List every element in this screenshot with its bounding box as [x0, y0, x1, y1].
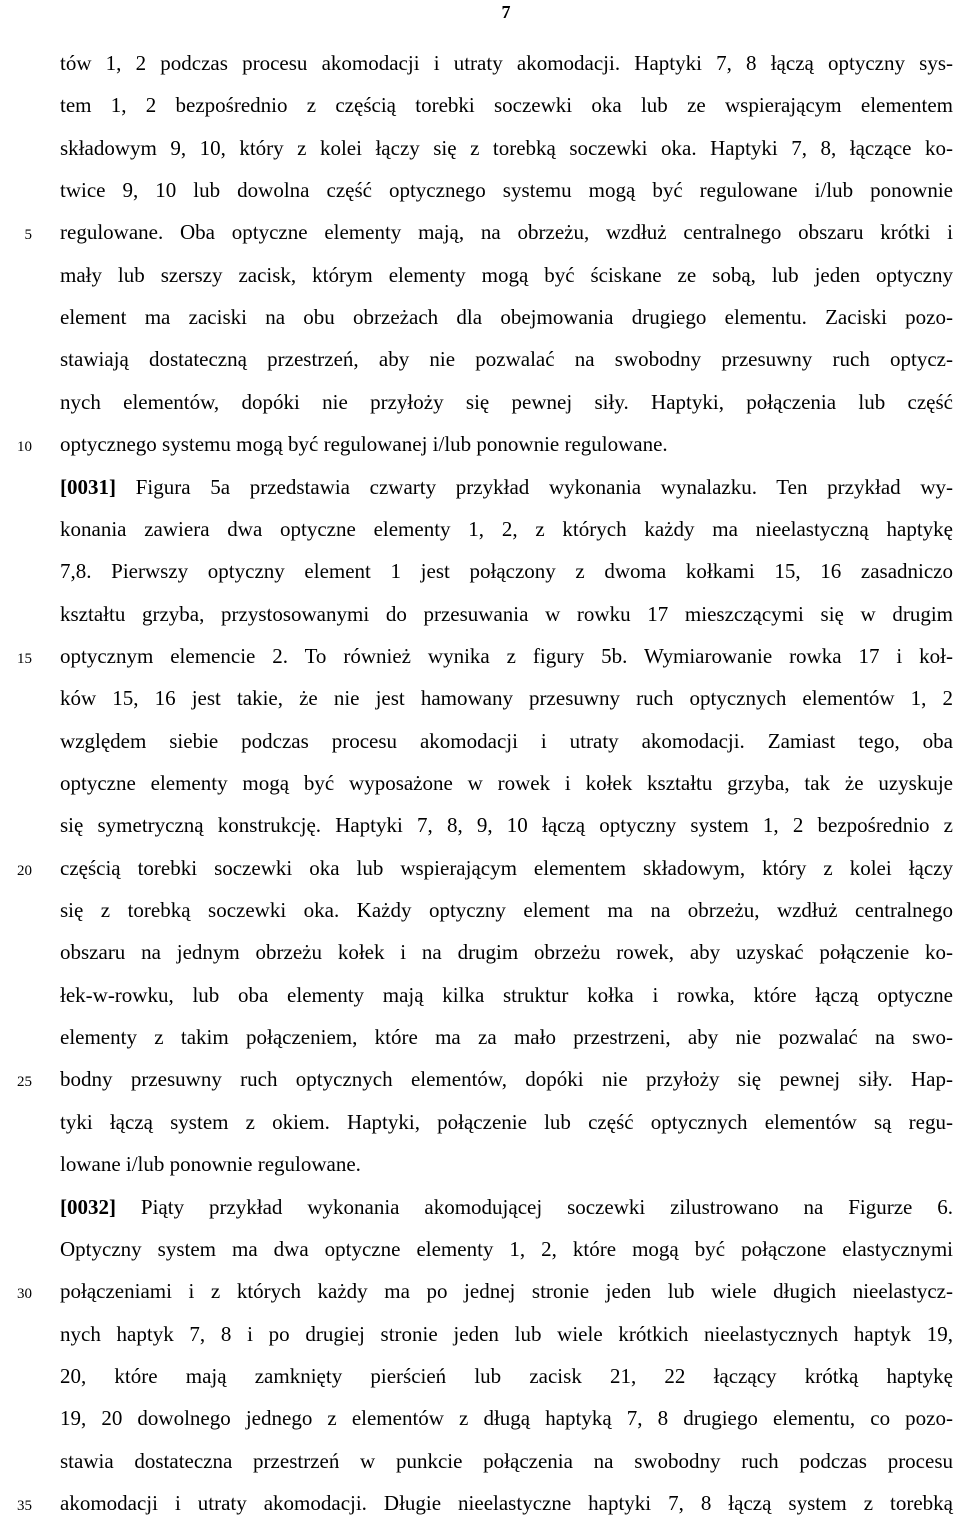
- text-line: [60, 49, 953, 77]
- text-line: [60, 1108, 953, 1136]
- line-text: elementy z takim połączeniem, które ma za mało przestrzeni, aby nie pozwalać na swo-: [60, 1025, 953, 1050]
- paragraph-number: [0032]: [60, 1194, 116, 1219]
- line-text: względem siebie podczas procesu akomodacji i utraty akomodacji. Zamiast tego, oba: [60, 728, 953, 753]
- line-text: stawiają dostateczną przestrzeń, aby nie pozwalać na swobodny przesuwny ruch optycz-: [60, 347, 953, 372]
- text-line: [60, 1023, 953, 1051]
- text-line: [60, 91, 953, 119]
- text-line: [60, 388, 953, 416]
- line-text: nych haptyk 7, 8 i po drugiej stronie jeden lub wiele krótkich nieelastycznych haptyk 19,: [60, 1321, 953, 1346]
- line-text: obszaru na jednym obrzeżu kołek i na drugim obrzeżu rowek, aby uzyskać połączenie ko-: [60, 940, 953, 965]
- line-text: ków 15, 16 jest takie, że nie jest hamowany przesuwny ruch optycznych elementów 1, 2: [60, 686, 953, 711]
- text-line: [60, 1193, 953, 1221]
- line-text: tyki łączą system z okiem. Haptyki, połączenie lub część optycznych elementów są regu-: [60, 1109, 953, 1134]
- line-text: tem 1, 2 bezpośrednio z częścią torebki soczewki oka lub ze wspierającym elementem: [60, 93, 953, 118]
- line-text: łek-w-rowku, lub oba elementy mają kilka struktur kołka i rowka, które łączą optyczne: [60, 982, 953, 1007]
- text-line: [60, 600, 953, 628]
- line-text: 19, 20 dowolnego jednego z elementów z długą haptyką 7, 8 drugiego elementu, co pozo-: [60, 1406, 953, 1431]
- line-text: Figura 5a przedstawia czwarty przykład wykonania wynalazku. Ten przykład wy-: [116, 474, 953, 499]
- line-text: mały lub szerszy zacisk, którym elementy mogą być ściskane ze sobą, lub jeden optyczny: [60, 262, 953, 287]
- line-text: twice 9, 10 lub dowolna część optycznego systemu mogą być regulowane i/lub ponownie: [60, 178, 953, 203]
- text-line: [60, 727, 953, 755]
- line-text: częścią torebki soczewki oka lub wspierającym elementem składowym, który z kolei łączy: [60, 855, 953, 880]
- text-line: [60, 1065, 953, 1093]
- line-text: regulowane. Oba optyczne elementy mają, na obrzeżu, wzdłuż centralnego obszaru krótki i: [60, 220, 953, 245]
- line-text: lowane i/lub ponownie regulowane.: [60, 1152, 361, 1177]
- line-text: 7,8. Pierwszy optyczny element 1 jest połączony z dwoma kołkami 15, 16 zasadniczo: [60, 559, 953, 584]
- text-line: [60, 218, 953, 246]
- margin-line-number: 30: [17, 1286, 32, 1303]
- text-line: [60, 473, 953, 501]
- margin-line-number: 15: [17, 650, 32, 667]
- page-number: 7: [501, 2, 511, 22]
- text-line: [60, 176, 953, 204]
- line-text: Optyczny system ma dwa optyczne elementy 1, 2, które mogą być połączone elastycznymi: [60, 1236, 953, 1261]
- line-text: 20, które mają zamknięty pierścień lub zacisk 21, 22 łączący krótką haptykę: [60, 1363, 953, 1388]
- text-line: [60, 515, 953, 543]
- text-line: [60, 854, 953, 882]
- text-line: [60, 557, 953, 585]
- text-line: [60, 981, 953, 1009]
- text-line: [60, 345, 953, 373]
- line-text: stawia dostateczna przestrzeń w punkcie połączenia na swobodny ruch podczas procesu: [60, 1448, 953, 1473]
- text-line: [60, 1404, 953, 1432]
- line-text: optycznego systemu mogą być regulowanej i/lub ponownie regulowane.: [60, 432, 668, 457]
- line-text: się z torebką soczewki oka. Każdy optyczny element ma na obrzeżu, wzdłuż centralnego: [60, 898, 953, 922]
- text-line: [60, 642, 953, 670]
- text-line: [60, 684, 953, 712]
- text-line: [60, 1150, 953, 1178]
- line-text: konania zawiera dwa optyczne elementy 1, 2, z których każdy ma nieelastyczną haptykę: [60, 516, 953, 541]
- margin-line-number: 5: [24, 227, 32, 244]
- line-text: element ma zaciski na obu obrzeżach dla obejmowania drugiego elementu. Zaciski pozo-: [60, 305, 953, 330]
- margin-line-number: 10: [17, 439, 32, 456]
- text-line: [60, 769, 953, 797]
- text-line: [60, 134, 953, 162]
- line-text: optycznym elemencie 2. To również wynika z figury 5b. Wymiarowanie rowka 17 i koł-: [60, 643, 953, 668]
- text-line: [60, 811, 953, 839]
- paragraph-number: [0031]: [60, 474, 116, 499]
- margin-line-number: 20: [17, 862, 32, 879]
- line-text: bodny przesuwny ruch optycznych elementów, dopóki nie przyłoży się pewnej siły. Hap-: [60, 1067, 953, 1092]
- margin-line-number: 35: [17, 1497, 32, 1514]
- text-line: [60, 1320, 953, 1348]
- text-line: [60, 896, 953, 924]
- text-line: [60, 261, 953, 289]
- text-line: [60, 1447, 953, 1475]
- line-text: się symetryczną konstrukcję. Haptyki 7, 8, 9, 10 łączą optyczny system 1, 2 bezpośrednio z: [60, 813, 953, 838]
- text-line: [60, 1235, 953, 1263]
- line-text: składowym 9, 10, który z kolei łączy się z torebką soczewki oka. Haptyki 7, 8, łączące ko-: [60, 135, 953, 160]
- line-text: tów 1, 2 podczas procesu akomodacji i utraty akomodacji. Haptyki 7, 8 łączą optyczny sys-: [60, 51, 953, 75]
- line-text: nych elementów, dopóki nie przyłoży się pewnej siły. Haptyki, połączenia lub część: [60, 389, 953, 414]
- text-line: [60, 938, 953, 966]
- line-text: kształtu grzyba, przystosowanymi do przesuwania w rowku 17 mieszczącymi się w drugim: [60, 601, 953, 626]
- margin-line-number: 25: [17, 1074, 32, 1091]
- line-text: optyczne elementy mogą być wyposażone w rowek i kołek kształtu grzyba, tak że uzyskuje: [60, 771, 953, 795]
- text-line: [60, 1277, 953, 1305]
- text-line: [60, 1489, 953, 1517]
- text-line: [60, 1362, 953, 1390]
- text-line: [60, 303, 953, 331]
- line-text: połączeniami i z których każdy ma po jednej stronie jeden lub wiele długich nieelastycz-: [60, 1279, 953, 1304]
- line-text: akomodacji i utraty akomodacji. Długie nieelastyczne haptyki 7, 8 łączą system z torebką: [60, 1490, 953, 1515]
- text-line: [60, 430, 953, 458]
- line-text: Piąty przykład wykonania akomodującej soczewki zilustrowano na Figurze 6.: [116, 1194, 953, 1219]
